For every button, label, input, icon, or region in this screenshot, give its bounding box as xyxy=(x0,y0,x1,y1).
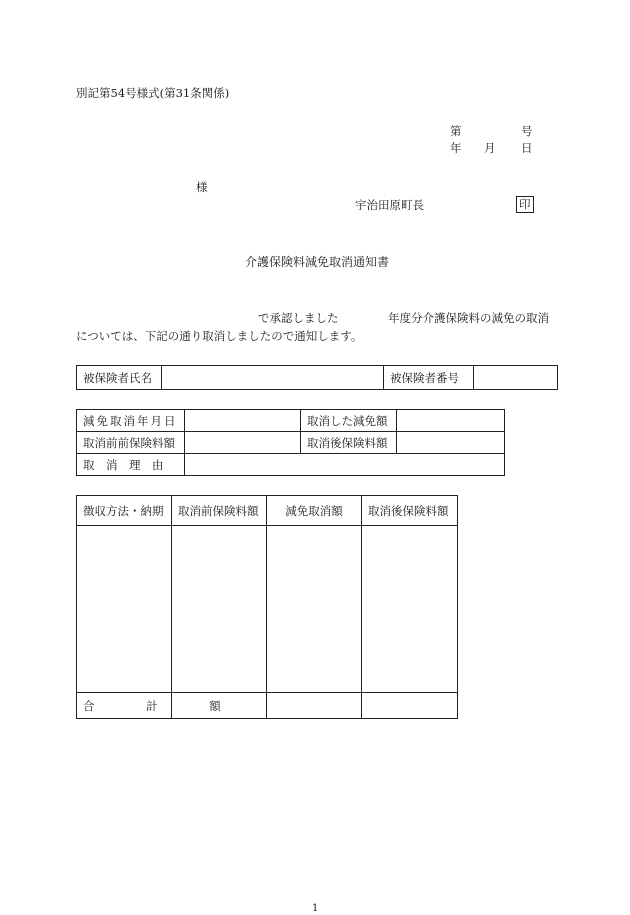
after-premium-cell[interactable] xyxy=(397,432,505,454)
breakdown-header-row xyxy=(77,496,458,526)
seal-mark xyxy=(516,196,534,213)
before-premium-cell[interactable] xyxy=(185,432,301,454)
reason-label: 取 消 理 由 xyxy=(77,454,185,476)
exemption-cancel-amount-cell[interactable] xyxy=(267,526,362,693)
total-exemption-cell[interactable] xyxy=(267,693,362,719)
breakdown-table xyxy=(76,495,458,719)
document-number-suffix: 号 xyxy=(521,124,533,138)
total-label: 合 計 額 xyxy=(77,693,172,719)
header-after-premium: 取消後保険料額 xyxy=(362,496,458,526)
sender: 宇治田原町長 xyxy=(355,198,424,212)
date-year: 年 xyxy=(450,141,462,155)
breakdown-body-row xyxy=(77,526,458,693)
header-before-premium: 取消前保険料額 xyxy=(172,496,267,526)
date-month: 月 xyxy=(484,141,496,155)
premium-row xyxy=(77,432,505,454)
cancellation-date-cell[interactable] xyxy=(185,410,301,432)
date-day: 日 xyxy=(521,141,533,155)
document-title: 介護保険料減免取消通知書 xyxy=(245,255,390,269)
cancelled-amount-cell[interactable] xyxy=(397,410,505,432)
cancellation-date-label: 減免取消年月日 xyxy=(77,410,185,432)
insured-person-row xyxy=(77,366,558,390)
form-label: 別記第54号様式(第31条関係) xyxy=(76,86,230,100)
insured-name-cell[interactable] xyxy=(162,366,384,390)
insured-name-label: 被保険者氏名 xyxy=(77,366,162,390)
reason-cell[interactable] xyxy=(185,454,505,476)
header-exemption-cancel: 減免取消額 xyxy=(267,496,362,526)
body-line-1-part-1: で承認しました xyxy=(258,311,339,325)
after-premium-label: 取消後保険料額 xyxy=(301,432,397,454)
addressee-honorific: 様 xyxy=(196,180,208,194)
body-line-1-part-2: 年度分介護保険料の減免の取消 xyxy=(388,311,549,325)
before-premium-amount-cell[interactable] xyxy=(172,526,267,693)
cancellation-date-row xyxy=(77,410,505,432)
insured-number-label: 被保険者番号 xyxy=(384,366,474,390)
collection-method-cell[interactable] xyxy=(77,526,172,693)
cancellation-table xyxy=(76,409,505,476)
cancelled-amount-label: 取消した減免額 xyxy=(301,410,397,432)
body-line-2: については、下記の通り取消しましたので通知します。 xyxy=(76,329,363,343)
insured-number-cell[interactable] xyxy=(474,366,558,390)
insured-person-table xyxy=(76,365,558,390)
seal-text: 印 xyxy=(516,196,534,213)
document-number-prefix: 第 xyxy=(450,124,462,138)
after-premium-amount-cell[interactable] xyxy=(362,526,458,693)
page-number: 1 xyxy=(312,903,319,914)
reason-row xyxy=(77,454,505,476)
total-row xyxy=(77,693,458,719)
before-premium-label: 取消前前保険料額 xyxy=(77,432,185,454)
total-after-cell[interactable] xyxy=(362,693,458,719)
header-collection-method: 徴収方法・納期 xyxy=(77,496,172,526)
